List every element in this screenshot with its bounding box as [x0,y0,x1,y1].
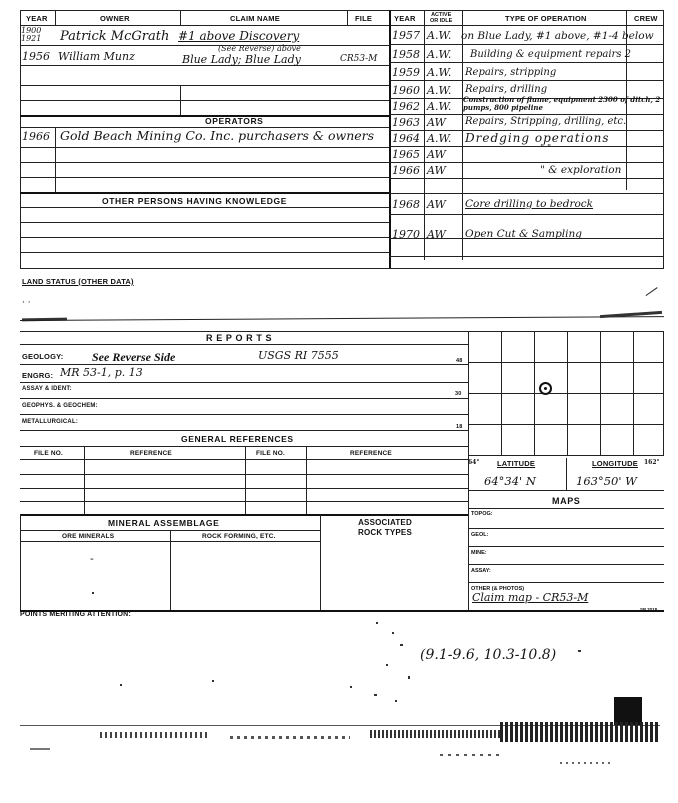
longitude-label: LONGITUDE [592,459,638,468]
op-status: AW [427,228,446,241]
col-active-idle: ACTIVE OR IDLE [430,12,453,24]
col-crew: CREW [634,14,658,23]
op-status: A.W. [427,29,452,42]
op-year: 1960 [392,84,420,97]
maps-title: MAPS [552,496,581,506]
op-type: Construction of flume, equipment 2300 of ditch, 2 pumps, 800 pipeline [463,95,661,112]
col-file: FILE [355,14,373,23]
geophys-label: GEOPHYS. & GEOCHEM: [22,403,98,409]
mineral-title: MINERAL ASSEMBLAGE [108,518,220,528]
associated-rock-types: ASSOCIATED ROCK TYPES [358,518,413,537]
others-title: OTHER PERSONS HAVING KNOWLEDGE [102,196,288,206]
op-year: 1958 [392,48,420,61]
op-status: A.W. [427,48,452,61]
claim-file-2: CR53-M [340,54,378,64]
op-year: 1962 [392,100,420,113]
grid-30: 30 [455,391,462,397]
grid-48: 48 [456,358,463,364]
location-marker-icon [539,382,552,395]
op-status: AW [427,148,446,161]
op-type: Repairs, Stripping, drilling, etc. [465,116,627,127]
latitude-value: 64°34' N [484,474,536,488]
col-type-operation: TYPE OF OPERATION [505,14,587,23]
op-status: A.W. [427,66,452,79]
grid-18: 18 [456,424,463,430]
op-status: AW [427,164,446,177]
claim-name-2: Blue Lady; Blue Lady [182,53,301,66]
rock-forming-label: ROCK FORMING, ETC. [202,533,276,540]
op-year: 1965 [392,148,420,161]
op-year: 1959 [392,66,420,79]
op-type: Dredging operations [465,131,610,145]
owner-year-1: 1900 1921 [21,26,42,43]
op-status: AW [427,198,446,211]
op-type: Repairs, drilling [465,84,548,95]
col-claim-name: CLAIM NAME [230,14,280,23]
op-year: 1964 [392,132,420,145]
op-type: on Blue Lady, #1 above, #1-4 below [461,30,654,42]
op-type: Repairs, stripping [465,67,557,78]
points-note: (9.1-9.6, 10.3-10.8) [420,647,557,663]
operator-name-1: Gold Beach Mining Co. Inc. purchasers & owners [60,128,375,143]
op-status: A.W. [427,132,452,145]
engrg-value: MR 53-1, p. 13 [60,366,143,379]
op-type: Building & equipment repairs 2 [470,49,631,60]
geology-extra: USGS RI 7555 [258,349,339,362]
owner-name-1: Patrick McGrath [60,29,170,44]
land-status-mark [646,287,665,306]
ref-reference-2: REFERENCE [350,450,392,457]
maps-other-value: Claim map - CR53-M [472,591,589,604]
maps-mine: MINE: [471,550,487,556]
ref-file-no-2: FILE NO. [256,450,286,457]
claim-note-2: (See Reverse) above [218,44,301,53]
land-status-label: LAND STATUS (OTHER DATA) [22,277,134,286]
op-type: " " [540,144,552,154]
ref-reference-1: REFERENCE [130,450,172,457]
geology-label: GEOLOGY: [22,352,64,361]
op-status: A.W. [427,84,452,97]
ore-minerals-label: ORE MINERALS [62,533,115,540]
op-year: 1966 [392,164,420,177]
ore-mineral-dash: - [90,552,94,565]
col-owner: OWNER [100,14,130,23]
owner-name-2: William Munz [58,50,135,63]
lat-deg: 64° [468,459,480,466]
general-references-title: GENERAL REFERENCES [181,434,294,444]
op-type: Open Cut & Sampling [465,228,583,240]
operator-year-1: 1966 [22,130,50,143]
reports-title: R E P O R T S [206,333,273,343]
longitude-value: 163°50' W [576,474,637,488]
op-type: Core drilling to bedrock [465,198,594,210]
op-year: 1963 [392,116,420,129]
operators-title: OPERATORS [205,116,264,126]
op-year: 1970 [392,228,420,241]
assay-label: ASSAY & IDENT: [22,386,72,392]
op-year: 1957 [392,29,420,42]
metallurgical-label: METALLURGICAL: [22,419,79,425]
points-meriting-label: POINTS MERITING ATTENTION: [20,611,131,618]
op-type: " & exploration [540,164,622,176]
maps-assay: ASSAY: [471,568,491,574]
col-year: YEAR [26,14,48,23]
maps-topog: TOPOG: [471,511,493,517]
maps-geol: GEOL: [471,532,489,538]
maps-other: OTHER (& PHOTOS) [471,586,525,592]
latitude-label: LATITUDE [497,459,536,468]
engrg-label: ENGRG: [22,371,54,380]
land-status-dots: · · [22,298,31,308]
op-status: AW [427,116,446,129]
op-year: 1968 [392,198,420,211]
op-status: A.W. [427,100,452,113]
claim-name-1: #1 above Discovery [178,29,300,43]
lon-deg: 162° [644,459,660,466]
owner-year-2: 1956 [22,50,50,63]
col-year-ops: YEAR [394,14,416,23]
geology-value: See Reverse Side [92,350,176,364]
ref-file-no-1: FILE NO. [34,450,64,457]
